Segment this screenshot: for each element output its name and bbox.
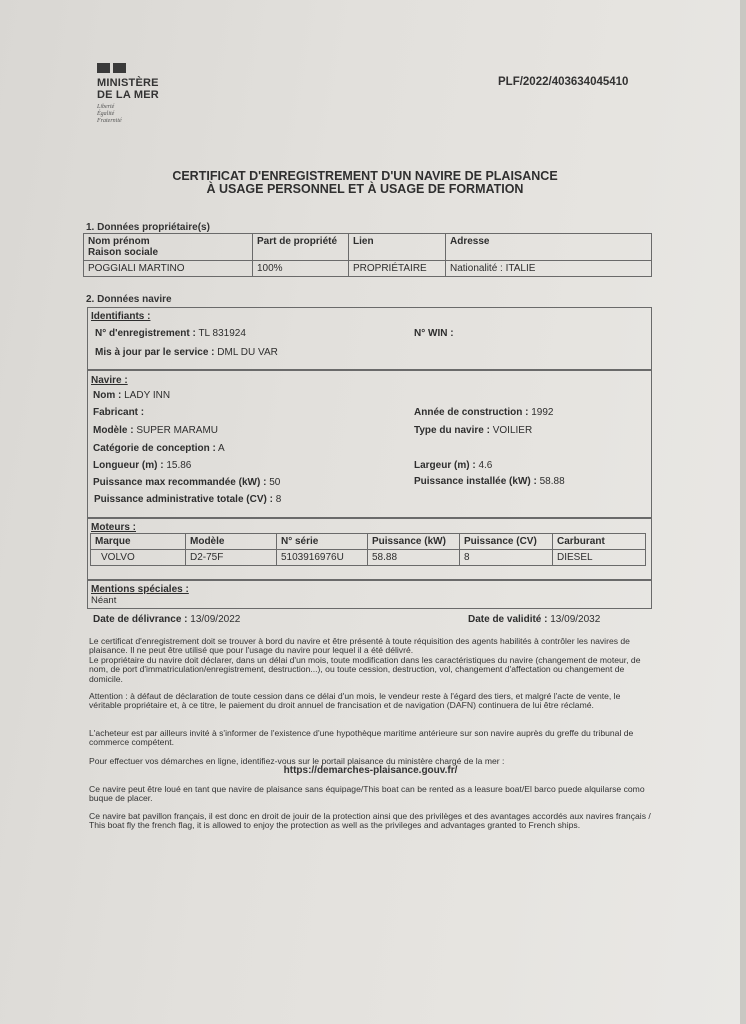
cell: D2-75F bbox=[186, 550, 277, 566]
cell: 8 bbox=[460, 550, 553, 566]
note-paragraph: Ce navire bat pavillon français, il est donc en droit de jouir de la protection ainsi que des privilèges et des avantages accordés aux navires français / This boat fly the french flag, it is allowed to enjoy the protection as well as the privileges and advantages granted to French ships. bbox=[89, 811, 651, 831]
note-paragraph: L'acheteur est par ailleurs invité à s'informer de l'existence d'une hypothèque maritime antérieure sur son navire auprès du greffe du tribunal de commerce compétent. bbox=[89, 728, 634, 748]
motto-line: Liberté bbox=[97, 104, 115, 110]
portal-link[interactable]: https://demarches-plaisance.gouv.fr/ bbox=[283, 765, 458, 776]
cell: PROPRIÉTAIRE bbox=[349, 261, 446, 277]
table-header-row bbox=[84, 234, 652, 261]
win-label: N° WIN : bbox=[414, 328, 454, 339]
moteurs-heading: Moteurs : bbox=[91, 522, 136, 533]
header-cell: Part de propriété bbox=[253, 234, 349, 261]
mentions-value: Néant bbox=[91, 595, 117, 606]
field-label: Puissance administrative totale (CV) : bbox=[94, 494, 273, 505]
header-cell: Puissance (kW) bbox=[368, 534, 460, 550]
cell: 100% bbox=[253, 261, 349, 277]
motto-line: Égalité bbox=[97, 111, 115, 117]
issue-date: 13/09/2022 bbox=[190, 614, 241, 625]
validity-date: 13/09/2032 bbox=[550, 614, 601, 625]
table-row bbox=[84, 261, 652, 277]
title-line: CERTIFICAT D'ENREGISTREMENT D'UN NAVIRE DE PLAISANCE bbox=[172, 169, 558, 183]
vessel-section-title: 2. Données navire bbox=[86, 294, 172, 305]
registration-number: TL 831924 bbox=[198, 328, 246, 339]
field-label: Date de validité : bbox=[468, 614, 548, 625]
note-text: Le certificat d'enregistrement doit se trouver à bord du navire et être présenté à toute réquisition des agents habilités à contrôler les navires de plaisance. Il ne peut être utilisé que pour l'usage du navire pour lequel il a été délivré. bbox=[89, 636, 630, 656]
field-label: Nom : bbox=[93, 390, 122, 401]
title-line: À USAGE PERSONNEL ET À USAGE DE FORMATION bbox=[206, 182, 524, 196]
max-power-value: 50 bbox=[269, 477, 281, 488]
width-value: 4.6 bbox=[478, 460, 493, 471]
length-value: 15.86 bbox=[166, 460, 192, 471]
header-cell: Carburant bbox=[553, 534, 646, 550]
header-cell: N° série bbox=[277, 534, 368, 550]
installed-power-value: 58.88 bbox=[539, 476, 565, 487]
ministry-logo bbox=[97, 63, 159, 125]
field-label: Longueur (m) : bbox=[93, 460, 164, 471]
admin-power-value: 8 bbox=[275, 494, 282, 505]
header-cell: Adresse bbox=[446, 234, 652, 261]
note-paragraph bbox=[89, 637, 652, 684]
model-value: SUPER MARAMU bbox=[136, 425, 219, 436]
note-paragraph: Pour effectuer vos démarches en ligne, identifiez-vous sur le portail plaisance du ministère chargé de la mer : bbox=[89, 756, 505, 766]
note-text: Le propriétaire du navire doit déclarer, dans un délai d'un mois, toute modification dans les caractéristiques du navire (changement de moteur, de nom, de port d'immatriculation/enregistrement, destruction...), ou toute cession, destruction, vol, changement d'affectation ou changement de domicile. bbox=[89, 654, 641, 684]
identifiants-heading: Identifiants : bbox=[91, 311, 151, 322]
field-label: Catégorie de conception : bbox=[93, 443, 216, 454]
note-paragraph: Ce navire peut être loué en tant que navire de plaisance sans équipage/This boat can be rented as a leasure boat/El barco puede alquilarse como buque de placer. bbox=[89, 784, 645, 804]
field-label: Modèle : bbox=[93, 425, 134, 436]
motto-line: Fraternité bbox=[97, 118, 122, 124]
field-label: Date de délivrance : bbox=[93, 614, 188, 625]
cell: 5103916976U bbox=[277, 550, 368, 566]
header-cell: Lien bbox=[349, 234, 446, 261]
field-label: Mis à jour par le service : bbox=[95, 347, 215, 358]
year-value: 1992 bbox=[531, 407, 554, 418]
owners-section-title: 1. Données propriétaire(s) bbox=[86, 222, 210, 233]
marianne-emblem bbox=[97, 63, 159, 73]
engines-table bbox=[90, 533, 646, 566]
field-label: Puissance installée (kW) : bbox=[414, 476, 537, 487]
vessel-name: LADY INN bbox=[124, 390, 171, 401]
cell: Nationalité : ITALIE bbox=[446, 261, 652, 277]
navire-heading: Navire : bbox=[91, 375, 128, 386]
cell: DIESEL bbox=[553, 550, 646, 566]
note-paragraph: Attention : à défaut de déclaration de toute cession dans ce délai d'un mois, le vendeur reste à l'égard des tiers, et malgré l'acte de vente, le véritable propriétaire et, à ce titre, le paiement du droit annuel de francisation et de navigation (DAFN) continuera de lui être réclamé. bbox=[89, 691, 621, 711]
cell: 58.88 bbox=[368, 550, 460, 566]
field-label: Puissance max recommandée (kW) : bbox=[93, 477, 267, 488]
header-cell: Marque bbox=[91, 534, 186, 550]
header-cell: Modèle bbox=[186, 534, 277, 550]
field-label: Année de construction : bbox=[414, 407, 529, 418]
document-title bbox=[150, 170, 580, 196]
fabricant-label: Fabricant : bbox=[93, 407, 145, 418]
logo-line: MINISTÈRE bbox=[97, 77, 159, 89]
table-row bbox=[91, 550, 646, 566]
logo-line: DE LA MER bbox=[97, 89, 159, 101]
cell: POGGIALI MARTINO bbox=[84, 261, 253, 277]
field-label: Largeur (m) : bbox=[414, 460, 476, 471]
header-cell: Puissance (CV) bbox=[460, 534, 553, 550]
category-value: A bbox=[218, 443, 225, 454]
service-value: DML DU VAR bbox=[217, 347, 278, 358]
header-cell: Nom prénom Raison sociale bbox=[84, 234, 253, 261]
table-header-row bbox=[91, 534, 646, 550]
identifiants-box bbox=[87, 307, 652, 371]
page-edge bbox=[740, 0, 746, 1024]
owners-table bbox=[83, 233, 652, 277]
cell: VOLVO bbox=[91, 550, 186, 566]
field-label: N° d'enregistrement : bbox=[95, 328, 196, 339]
reference-number: PLF/2022/403634045410 bbox=[498, 76, 629, 88]
mentions-heading: Mentions spéciales : bbox=[91, 584, 189, 595]
field-label: Type du navire : bbox=[414, 425, 490, 436]
type-value: VOILIER bbox=[492, 425, 533, 436]
